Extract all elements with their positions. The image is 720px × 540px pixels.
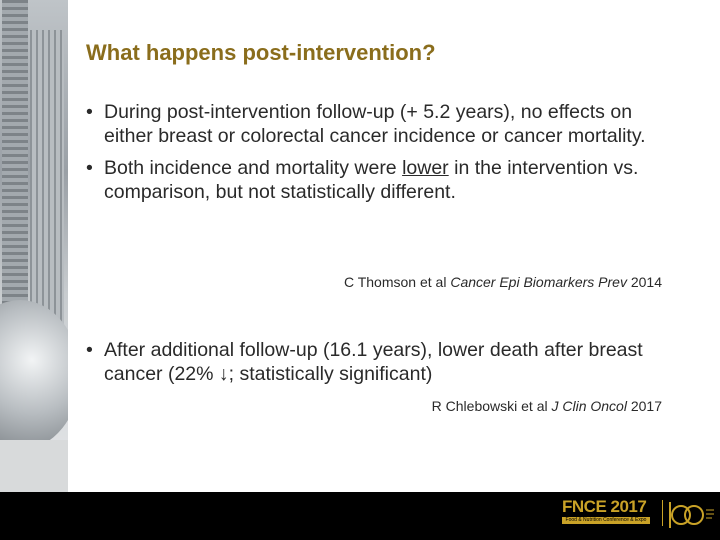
citation [344, 274, 662, 290]
background-photo [0, 0, 68, 492]
sculpture-image [0, 300, 68, 450]
fnce-logo-subtitle: Food & Nutrition Conference & Expo [562, 517, 650, 524]
bullet-list [86, 338, 686, 386]
citation-year: 2014 [626, 274, 662, 290]
centennial-logo-icon [666, 498, 716, 532]
citation-year: 2017 [626, 398, 662, 414]
citation-authors: R Chlebowski et al [431, 398, 552, 414]
bullet-list [86, 100, 686, 204]
bullet-item [86, 338, 686, 386]
citation-journal: J Clin Oncol [551, 398, 627, 414]
citation [432, 398, 662, 414]
bullet-text: During post-intervention follow-up (+ 5.2 years), no effects on either breast or colorectal cancer incidence or cancer mortality. [104, 101, 646, 147]
ground-image [0, 440, 68, 492]
building-image [30, 30, 64, 330]
bullet-text: Both incidence and mortality were [104, 157, 403, 179]
fnce-logo-text: FNCE 2017 [562, 497, 647, 516]
emphasis-text: lower [402, 157, 449, 179]
bullet-item [86, 156, 686, 204]
building-image [2, 0, 28, 330]
bullet-item [86, 100, 686, 148]
logo-divider [662, 500, 663, 526]
bullet-text: in the intervention vs. comparison, but not statistically different. [104, 157, 639, 203]
citation-journal: Cancer Epi Biomarkers Prev [450, 274, 627, 290]
fnce-logo [562, 497, 656, 527]
bullet-text: After additional follow-up (16.1 years), lower death after breast cancer (22% ↓; statistically significant) [104, 339, 643, 385]
slide-title: What happens post-intervention? [86, 40, 436, 65]
citation-authors: C Thomson et al [343, 274, 451, 290]
